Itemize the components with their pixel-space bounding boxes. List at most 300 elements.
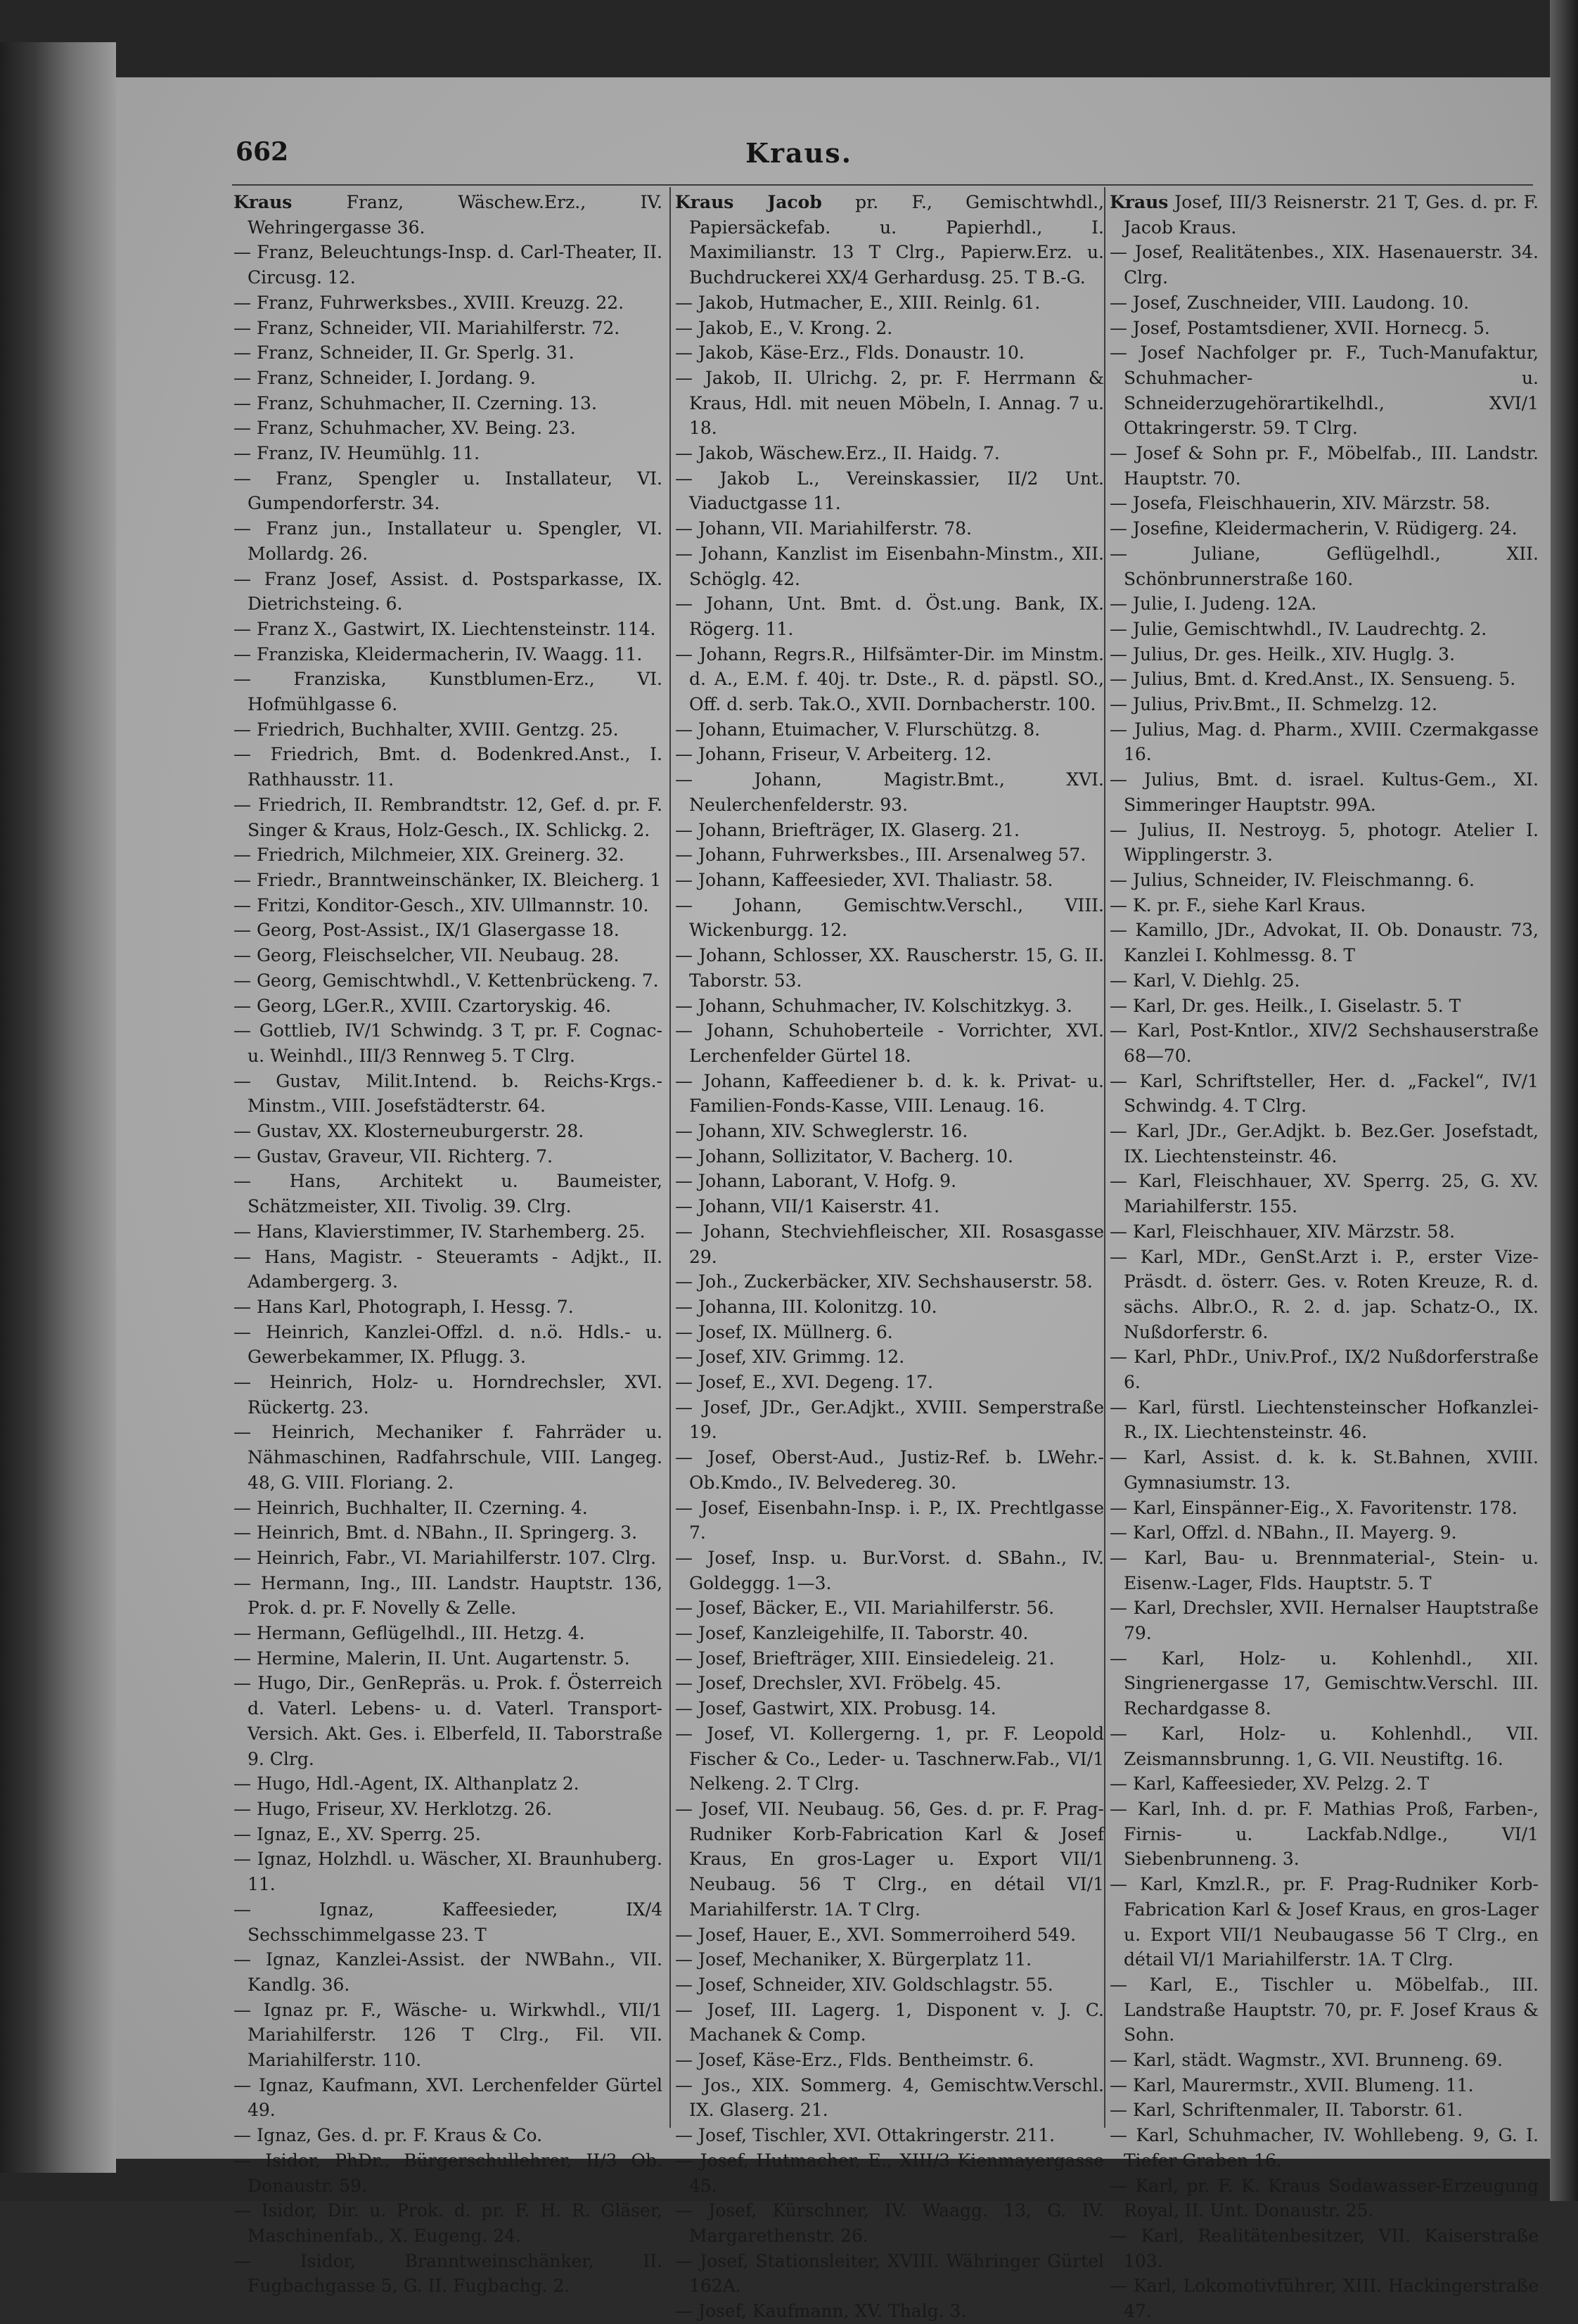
directory-entry <box>233 2073 662 2123</box>
entry-text: — Karl, Assist. d. k. k. St.Bahnen, XVIII. Gymnasiumstr. 13. <box>1110 1447 1539 1493</box>
entry-text: — Johann, Kaffeesieder, XVI. Thaliastr. 58. <box>675 869 1053 890</box>
entry-text: — Karl, PhDr., Univ.Prof., IX/2 Nußdorferstraße 6. <box>1110 1347 1539 1393</box>
entry-text: — Josef, Realitätenbes., XIX. Hasenauerstr. 34. Clrg. <box>1110 242 1539 288</box>
entry-text: — Johann, Schuhoberteile - Vorrichter, XVI. Lerchenfelder Gürtel 18. <box>675 1020 1104 1066</box>
directory-entry <box>233 290 662 316</box>
directory-entry <box>1110 1169 1539 1219</box>
entry-text: — Karl, E., Tischler u. Möbelfab., III. Landstraße Hauptstr. 70, pr. F. Josef Kraus & Sohn. <box>1110 1974 1539 2046</box>
entry-text: — Ignaz, E., XV. Sperrg. 25. <box>233 1823 481 1844</box>
entry-text: — Franz, Schuhmacher, XV. Being. 23. <box>233 418 576 439</box>
entry-text: — Johann, Briefträger, IX. Glaserg. 21. <box>675 819 1020 840</box>
directory-entry <box>1110 1069 1539 1119</box>
entry-text: — Josefine, Kleidermacherin, V. Rüdigerg. 24. <box>1110 518 1518 539</box>
entry-text: — Julie, I. Judeng. 12A. <box>1110 593 1317 615</box>
directory-entry <box>233 1897 662 1947</box>
directory-entry <box>233 943 662 968</box>
entry-text: — Franz Josef, Assist. d. Postsparkasse, IX. Dietrichsteing. 6. <box>233 568 662 615</box>
directory-entry <box>675 190 1104 290</box>
entry-text: — Julius, II. Nestroyg. 5, photogr. Atelier I. Wipplingerstr. 3. <box>1110 819 1539 866</box>
entry-text: — Julius, Bmt. d. israel. Kultus-Gem., XI. Simmeringer Hauptstr. 99A. <box>1110 769 1539 815</box>
directory-entry <box>1110 2273 1539 2323</box>
entry-text: — Franz, Schneider, I. Jordang. 9. <box>233 367 536 388</box>
column-divider <box>669 187 671 2128</box>
entry-text: — Isidor, Branntweinschänker, II. Fugbachgasse 5, G. II. Fugbachg. 2. <box>233 2250 662 2297</box>
entry-text: — Johann, VII/1 Kaiserstr. 41. <box>675 1196 940 1217</box>
entry-text: — Josef, Schneider, XIV. Goldschlagstr. 55. <box>675 1974 1053 1995</box>
directory-entry <box>233 717 662 743</box>
entry-text: — Karl, Kmzl.R., pr. F. Prag-Rudniker Korb-Fabrication Karl & Josef Kraus, en gros-Lager u. Export VII/1 Neubaugasse 56 T Clrg., en détail VI/1 Mariahilferstr. 1A. T Clrg. <box>1110 1874 1539 1970</box>
entry-text: — Georg, LGer.R., XVIII. Czartoryskig. 46. <box>233 995 612 1016</box>
entry-text: — Hans, Architekt u. Baumeister, Schätzmeister, XII. Tivolig. 39. Clrg. <box>233 1171 662 1217</box>
directory-entry <box>675 366 1104 441</box>
entry-text: — Karl, Lokomotivführer, XIII. Hackingerstraße 47. <box>1110 2275 1539 2322</box>
directory-entry <box>675 2148 1104 2198</box>
entry-text: — Karl, MDr., GenSt.Arzt i. P., erster Vize-Präsdt. d. österr. Ges. v. Roten Kreuze, R. d. sächs. Albr.O., R. 2. d. jap. Schatz-O., IX. Nußdorferstr. 6. <box>1110 1246 1539 1342</box>
directory-entry <box>1110 1972 1539 2048</box>
entry-text: — Ignaz, Kanzlei-Assist. der NWBahn., VII. Kandlg. 36. <box>233 1949 662 1995</box>
directory-entry <box>675 767 1104 817</box>
entry-text: — Heinrich, Bmt. d. NBahn., II. Springerg. 3. <box>233 1522 638 1543</box>
directory-entry <box>233 642 662 667</box>
directory-entry <box>675 642 1104 717</box>
entry-text: — Gustav, Milit.Intend. b. Reichs-Krgs.-Minstm., VIII. Josefstädterstr. 64. <box>233 1070 662 1117</box>
entry-text: — Hermine, Malerin, II. Unt. Augartenstr. 5. <box>233 1648 630 1669</box>
entry-text: — Julius, Schneider, IV. Fleischmanng. 6. <box>1110 869 1475 890</box>
entry-text: — Franz, IV. Heumühlg. 11. <box>233 443 480 464</box>
entry-text: — Karl, Einspänner-Eig., X. Favoritenstr. 178. <box>1110 1497 1518 1518</box>
entry-text: — Julius, Mag. d. Pharm., XVIII. Czermakgasse 16. <box>1110 719 1539 765</box>
entry-text: — Juliane, Geflügelhdl., XII. Schönbrunnerstraße 160. <box>1110 543 1539 589</box>
directory-entry <box>1110 1596 1539 1645</box>
directory-entry <box>233 516 662 566</box>
directory-entry <box>675 1445 1104 1495</box>
directory-entry <box>233 1420 662 1495</box>
directory-entry <box>1110 1797 1539 1872</box>
directory-entry <box>1110 2048 1539 2073</box>
entry-text: — Franziska, Kleidermacherin, IV. Waagg. 11. <box>233 643 643 665</box>
directory-entry <box>1110 1219 1539 1245</box>
entry-surname: Kraus <box>1110 192 1169 212</box>
entry-text: — Isidor, Dir. u. Prok. d. pr. F. H. R. Gläser, Maschinenfab., X. Eugeng. 24. <box>233 2200 662 2246</box>
directory-entry <box>675 1972 1104 1998</box>
directory-entry <box>675 441 1104 466</box>
entry-text: — Ignaz pr. F., Wäsche- u. Wirkwhdl., VII/1 Mariahilferstr. 126 T Clrg., Fil. VII. Mariahilferstr. 110. <box>233 1999 662 2071</box>
directory-entry <box>233 1621 662 1646</box>
entry-text: — Josef & Sohn pr. F., Möbelfab., III. Landstr. Hauptstr. 70. <box>1110 443 1539 489</box>
directory-entry <box>675 290 1104 316</box>
entry-text: — Franz X., Gastwirt, IX. Liechtensteinstr. 114. <box>233 618 656 639</box>
directory-entry <box>1110 994 1539 1019</box>
directory-entry <box>1110 1119 1539 1169</box>
directory-entry <box>1110 1344 1539 1394</box>
directory-entry <box>675 842 1104 868</box>
entry-text: — Karl, Schriftenmaler, II. Taborstr. 61. <box>1110 2100 1463 2121</box>
entry-text: — Heinrich, Kanzlei-Offzl. d. n.ö. Hdls.- u. Gewerbekammer, IX. Pflugg. 3. <box>233 1321 662 1368</box>
entry-text: — Jos., XIX. Sommerg. 4, Gemischtw.Verschl. IX. Glaserg. 21. <box>675 2074 1104 2121</box>
directory-entry <box>1110 1496 1539 1521</box>
entry-text: — Johann, Stechviehfleischer, XII. Rosasgasse 29. <box>675 1221 1104 1267</box>
entry-text: — Johann, Kanzlist im Eisenbahn-Minstm., XII. Schöglg. 42. <box>675 543 1104 589</box>
entry-text: — Josef, Bäcker, E., VII. Mariahilferstr. 56. <box>675 1598 1055 1619</box>
directory-entry <box>1110 1018 1539 1068</box>
entry-text: — Julius, Bmt. d. Kred.Anst., IX. Sensueng. 5. <box>1110 669 1516 690</box>
entry-text: — Friedrich, Bmt. d. Bodenkred.Anst., I. Rathhausstr. 11. <box>233 744 662 790</box>
directory-entry <box>233 893 662 918</box>
directory-entry <box>675 1219 1104 1269</box>
directory-entry <box>1110 591 1539 617</box>
entry-text: — Johann, Etuimacher, V. Flurschützg. 8. <box>675 719 1041 740</box>
entry-text: — Kamillo, JDr., Advokat, II. Ob. Donaustr. 73, Kanzlei I. Kohlmessg. 8. T <box>1110 920 1539 966</box>
directory-entry <box>233 190 662 240</box>
entry-text: — Karl, JDr., Ger.Adjkt. b. Bez.Ger. Josefstadt, IX. Liechtensteinstr. 46. <box>1110 1121 1539 1167</box>
entry-text: — Josef, Hauer, E., XVI. Sommerroiherd 549. <box>675 1924 1077 1945</box>
entry-text: — Karl, Schriftsteller, Her. d. „Fackel“, IV/1 Schwindg. 4. T Clrg. <box>1110 1070 1539 1117</box>
directory-entry <box>675 1144 1104 1169</box>
entry-text: — Jakob L., Vereinskassier, II/2 Unt. Viaductgasse 11. <box>675 468 1104 514</box>
directory-entry <box>233 441 662 466</box>
directory-entry <box>675 2048 1104 2073</box>
entry-text: — Franz, Spengler u. Installateur, VI. Gumpendorferstr. 34. <box>233 468 662 514</box>
directory-entry <box>675 1295 1104 1320</box>
directory-entry <box>233 1947 662 1997</box>
directory-entry <box>1110 2073 1539 2098</box>
directory-entry <box>1110 290 1539 316</box>
entry-text: — Josef, Zuschneider, VIII. Laudong. 10. <box>1110 292 1470 313</box>
directory-entry <box>675 893 1104 943</box>
directory-entry <box>1110 868 1539 893</box>
entry-text: — Karl, Dr. ges. Heilk., I. Giselastr. 5. T <box>1110 995 1461 1016</box>
entry-text: — Hermann, Geflügelhdl., III. Hetzg. 4. <box>233 1623 585 1644</box>
directory-entry <box>233 1295 662 1320</box>
directory-entry <box>1110 1872 1539 1972</box>
directory-entry <box>675 2123 1104 2148</box>
entry-text: — Johann, Gemischtw.Verschl., VIII. Wickenburgg. 12. <box>675 894 1104 941</box>
entry-text: — Franz, Schneider, II. Gr. Sperlg. 31. <box>233 342 575 364</box>
entry-text: — Friedr., Branntweinschänker, IX. Bleicherg. 1 <box>233 869 662 890</box>
entry-text: — Jakob, E., V. Krong. 2. <box>675 317 893 338</box>
entry-text: — Gustav, XX. Klosterneuburgerstr. 28. <box>233 1121 584 1142</box>
directory-entry <box>233 1119 662 1144</box>
entry-text: — Josef, Briefträger, XIII. Einsiedeleig. 21. <box>675 1648 1055 1669</box>
entry-surname: Kraus Jacob <box>675 192 822 212</box>
directory-entry <box>233 1144 662 1169</box>
entry-text: — Johanna, III. Kolonitzg. 10. <box>675 1296 937 1317</box>
entry-text: — Johann, Schlosser, XX. Rauscherstr. 15, G. II. Taborstr. 53. <box>675 945 1104 991</box>
entry-text: — Josef, Oberst-Aud., Justiz-Ref. b. LWehr.-Ob.Kmdo., IV. Belvedereg. 30. <box>675 1447 1104 1493</box>
entry-text: — Josef, VI. Kollergerng. 1, pr. F. Leopold Fischer & Co., Leder- u. Taschnerw.Fab., VI/1 Nelkeng. 2. T Clrg. <box>675 1723 1104 1795</box>
directory-entry <box>675 742 1104 767</box>
directory-entry <box>675 1320 1104 1345</box>
running-head: Kraus. <box>745 137 852 169</box>
entry-text: — Karl, Fleischhauer, XV. Sperrg. 25, G. XV. Mariahilferstr. 155. <box>1110 1171 1539 1217</box>
entry-text: — Hans, Klavierstimmer, IV. Starhemberg. 25. <box>233 1221 646 1242</box>
entry-text: — Heinrich, Fabr., VI. Mariahilferstr. 107. Clrg. <box>233 1547 657 1568</box>
directory-entry <box>233 1998 662 2073</box>
entry-text: — Georg, Post-Assist., IX/1 Glasergasse 18. <box>233 920 620 941</box>
entry-text: — Josef, Hutmacher, E., XIII/3 Kienmayergasse 45. <box>675 2150 1104 2196</box>
directory-entry <box>233 792 662 842</box>
directory-entry <box>675 1621 1104 1646</box>
header-rule <box>232 184 1533 186</box>
book-page-edges <box>0 42 116 2173</box>
directory-entry <box>675 1596 1104 1621</box>
entry-text: — Josef, XIV. Grimmg. 12. <box>675 1347 905 1368</box>
directory-entry <box>675 1998 1104 2048</box>
directory-entry <box>675 466 1104 516</box>
entry-text: — Johann, Friseur, V. Arbeiterg. 12. <box>675 744 992 765</box>
directory-entry <box>1110 717 1539 767</box>
directory-entry <box>675 340 1104 366</box>
entry-text: — Franz, Fuhrwerksbes., XVIII. Kreuzg. 22. <box>233 292 624 313</box>
entry-text: — Franz, Schuhmacher, II. Czerning. 13. <box>233 392 597 413</box>
entry-text: — Josef, Gastwirt, XIX. Probusg. 14. <box>675 1698 996 1719</box>
directory-entry <box>233 366 662 391</box>
entry-text: Josef, III/3 Reisnerstr. 21 T, Ges. d. pr. F. Jacob Kraus. <box>1124 192 1539 238</box>
directory-entry <box>233 1496 662 1521</box>
entry-text: — Karl, Inh. d. pr. F. Mathias Proß, Farben-, Firnis- u. Lackfab.Ndlge., VI/1 Siebenbrunneng. 3. <box>1110 1799 1539 1870</box>
directory-entry <box>1110 918 1539 968</box>
directory-entry <box>233 1822 662 1847</box>
entry-text: — Karl, pr. F. K. Kraus Sodawasser-Erzeugung Royal, II. Unt. Donaustr. 25. <box>1110 2175 1539 2221</box>
directory-entry <box>1110 767 1539 817</box>
entry-text: — Karl, Fleischhauer, XIV. Märzstr. 58. <box>1110 1221 1456 1242</box>
entry-text: — Karl, Schuhmacher, IV. Wohllebeng. 9, G. I. Tiefer Graben 16. <box>1110 2125 1539 2171</box>
entry-text: — K. pr. F., siehe Karl Kraus. <box>1110 894 1366 916</box>
entry-text: — Julius, Dr. ges. Heilk., XIV. Huglg. 3. <box>1110 643 1456 665</box>
entry-text: — Franz jun., Installateur u. Spengler, VI. Mollardg. 26. <box>233 518 662 564</box>
directory-entry <box>675 1696 1104 1721</box>
entry-text: — Josef, E., XVI. Degeng. 17. <box>675 1372 934 1393</box>
directory-entry <box>233 918 662 943</box>
entry-text: — Johann, Schuhmacher, IV. Kolschitzkyg. 3. <box>675 995 1072 1016</box>
directory-entry <box>233 1219 662 1245</box>
directory-entry <box>675 1269 1104 1295</box>
entry-text: — Joh., Zuckerbäcker, XIV. Sechshauserstr. 58. <box>675 1271 1093 1292</box>
directory-column-1 <box>233 190 662 2297</box>
column-divider <box>1104 187 1105 2128</box>
directory-entry <box>233 968 662 994</box>
entry-text: — Johann, Fuhrwerksbes., III. Arsenalweg 57. <box>675 845 1086 866</box>
directory-entry <box>1110 1520 1539 1546</box>
entry-text: — Georg, Fleischselcher, VII. Neubaug. 28. <box>233 945 620 966</box>
entry-text: — Josef, JDr., Ger.Adjkt., XVIII. Semperstraße 19. <box>675 1397 1104 1443</box>
directory-entry <box>233 1797 662 1822</box>
entry-text: pr. F., Gemischtwhdl., Papiersäckefab. u. Papierhdl., I. Maximilianstr. 13 T Clrg., Papierw.Erz. u. Buchdruckerei XX/4 Gerhardusg. 25. T B.-G. <box>689 192 1104 288</box>
directory-entry <box>233 1520 662 1546</box>
entry-text: — Franz, Beleuchtungs-Insp. d. Carl-Theater, II. Circusg. 12. <box>233 242 662 288</box>
directory-entry <box>675 2299 1104 2324</box>
directory-entry <box>1110 968 1539 994</box>
directory-entry <box>233 1671 662 1771</box>
directory-entry <box>233 868 662 893</box>
directory-entry <box>233 391 662 416</box>
entry-text: — Johann, Kaffeediener b. d. k. k. Privat- u. Familien-Fonds-Kasse, VIII. Lenaug. 16. <box>675 1070 1104 1117</box>
directory-entry <box>675 1671 1104 1696</box>
directory-entry <box>675 1370 1104 1395</box>
directory-entry <box>675 1646 1104 1671</box>
entry-text: — Jakob, II. Ulrichg. 2, pr. F. Herrmann & Kraus, Hdl. mit neuen Möbeln, I. Annag. 7 u. 18. <box>675 367 1104 439</box>
directory-entry <box>1110 893 1539 918</box>
entry-text: — Karl, städt. Wagmstr., XVI. Brunneng. 69. <box>1110 2050 1503 2071</box>
directory-entry <box>233 466 662 516</box>
entry-text: — Franziska, Kunstblumen-Erz., VI. Hofmühlgasse 6. <box>233 669 662 715</box>
entry-text: — Josef, Kanzleigehilfe, II. Taborstr. 40. <box>675 1623 1029 1644</box>
entry-text: — Ignaz, Kaffeesieder, IX/4 Sechsschimmelgasse 23. T <box>233 1899 662 1945</box>
entry-text: — Friedrich, Buchhalter, XVIII. Gentzg. 25. <box>233 719 619 740</box>
entry-text: — Karl, Realitätenbesitzer, VII. Kaiserstraße 103. <box>1110 2225 1539 2271</box>
entry-text: — Johann, Unt. Bmt. d. Öst.ung. Bank, IX. Rögerg. 11. <box>675 593 1104 639</box>
directory-entry <box>233 1847 662 1896</box>
entry-text: — Karl, Holz- u. Kohlenhdl., XII. Singrienergasse 17, Gemischtw.Verschl. III. Rechardgasse 8. <box>1110 1648 1539 1719</box>
directory-entry <box>1110 2123 1539 2173</box>
entry-text: — Isidor, PhDr., Bürgerschullehrer, II/3 Ob. Donaustr. 59. <box>233 2150 662 2196</box>
directory-column-3 <box>1110 190 1539 2322</box>
directory-entry <box>675 1797 1104 1922</box>
entry-text: — Johann, XIV. Schweglerstr. 16. <box>675 1121 968 1142</box>
directory-entry <box>233 994 662 1019</box>
directory-entry <box>675 2249 1104 2299</box>
directory-entry <box>1110 1721 1539 1771</box>
entry-text: — Hugo, Hdl.-Agent, IX. Althanplatz 2. <box>233 1773 579 1795</box>
entry-text: — Josef, Mechaniker, X. Bürgerplatz 11. <box>675 1949 1032 1970</box>
directory-entry <box>233 1169 662 1219</box>
directory-entry <box>675 994 1104 1019</box>
directory-entry <box>1110 1546 1539 1596</box>
book-spine-shadow <box>1550 0 1578 2201</box>
entry-text: — Josef, Insp. u. Bur.Vorst. d. SBahn., IV. Goldeggg. 1—3. <box>675 1547 1104 1593</box>
directory-entry <box>233 2123 662 2148</box>
directory-entry <box>1110 2174 1539 2223</box>
directory-entry <box>233 617 662 642</box>
entry-text: — Karl, Holz- u. Kohlenhdl., VII. Zeismannsbrunng. 1, G. VII. Neustiftg. 16. <box>1110 1723 1539 1769</box>
directory-entry <box>1110 516 1539 541</box>
entry-text: — Gustav, Graveur, VII. Richterg. 7. <box>233 1145 553 1167</box>
directory-entry <box>233 416 662 441</box>
directory-entry <box>233 316 662 341</box>
entry-text: — Johann, Magistr.Bmt., XVI. Neulerchenfelderstr. 93. <box>675 769 1104 815</box>
directory-entry <box>675 1018 1104 1068</box>
directory-entry <box>675 591 1104 641</box>
entry-text: — Karl, V. Diehlg. 25. <box>1110 970 1300 991</box>
directory-entry <box>675 1546 1104 1596</box>
entry-text: — Friedrich, II. Rembrandtstr. 12, Gef. d. pr. F. Singer & Kraus, Holz-Gesch., IX. Schlickg. 2. <box>233 794 662 840</box>
entry-text: — Ignaz, Kaufmann, XVI. Lerchenfelder Gürtel 49. <box>233 2074 662 2121</box>
directory-entry <box>233 1320 662 1370</box>
entry-text: — Heinrich, Buchhalter, II. Czerning. 4. <box>233 1497 588 1518</box>
directory-entry <box>675 717 1104 743</box>
directory-entry <box>233 2198 662 2248</box>
entry-text: — Johann, Regrs.R., Hilfsämter-Dir. im Minstm. d. A., E.M. f. 40j. tr. Dste., R. d. päpstl. SO., Off. d. serb. Tak.O., XVII. Dornbacherstr. 100. <box>675 643 1104 715</box>
directory-entry <box>233 2249 662 2299</box>
directory-entry <box>233 1245 662 1295</box>
directory-entry <box>233 1069 662 1119</box>
entry-text: — Josefa, Fleischhauerin, XIV. Märzstr. 58. <box>1110 493 1491 514</box>
entry-text: — Franz, Schneider, VII. Mariahilferstr. 72. <box>233 317 620 338</box>
entry-text: — Friedrich, Milchmeier, XIX. Greinerg. 32. <box>233 845 624 866</box>
entry-text: — Gottlieb, IV/1 Schwindg. 3 T, pr. F. Cognac- u. Weinhdl., III/3 Rennweg 5. T Clrg. <box>233 1020 662 1066</box>
entry-text: — Jakob, Käse-Erz., Flds. Donaustr. 10. <box>675 342 1025 364</box>
entry-text: — Karl, Bau- u. Brennmaterial-, Stein- u. Eisenw.-Lager, Flds. Hauptstr. 5. T <box>1110 1547 1539 1593</box>
directory-entry <box>675 1395 1104 1445</box>
directory-entry <box>1110 491 1539 516</box>
directory-entry <box>233 742 662 792</box>
directory-entry <box>675 2073 1104 2123</box>
entry-text: — Fritzi, Konditor-Gesch., XIV. Ullmannstr. 10. <box>233 894 649 916</box>
entry-text: — Karl, Drechsler, XVII. Hernalser Hauptstraße 79. <box>1110 1598 1539 1644</box>
directory-entry <box>233 667 662 717</box>
entry-text: — Josef, Käse-Erz., Flds. Bentheimstr. 6. <box>675 2050 1034 2071</box>
directory-entry <box>233 567 662 617</box>
entry-text: — Karl, Maurermstr., XVII. Blumeng. 11. <box>1110 2074 1474 2095</box>
directory-entry <box>233 2148 662 2198</box>
entry-text: — Jakob, Hutmacher, E., XIII. Reinlg. 61. <box>675 292 1041 313</box>
entry-text: — Johann, Sollizitator, V. Bacherg. 10. <box>675 1145 1013 1167</box>
entry-text: — Hugo, Friseur, XV. Herklotzg. 26. <box>233 1799 552 1819</box>
directory-entry <box>1110 642 1539 667</box>
entry-text: Franz, Wäschew.Erz., IV. Wehringergasse 36. <box>248 192 662 238</box>
entry-text: — Johann, VII. Mariahilferstr. 78. <box>675 518 972 539</box>
entry-text: — Heinrich, Holz- u. Horndrechsler, XVI. Rückertg. 23. <box>233 1372 662 1418</box>
directory-entry <box>675 1947 1104 1972</box>
directory-entry <box>675 516 1104 541</box>
entry-text: — Karl, Offzl. d. NBahn., II. Mayerg. 9. <box>1110 1522 1457 1543</box>
directory-entry <box>1110 240 1539 290</box>
entry-text: — Josef Nachfolger pr. F., Tuch-Manufaktur, Schuhmacher- u. Schneiderzugehörartikelhdl., XVI/1 Ottakringerstr. 59. T Clrg. <box>1110 342 1539 439</box>
directory-entry <box>675 818 1104 843</box>
directory-entry <box>675 541 1104 591</box>
directory-entry <box>233 1646 662 1671</box>
directory-entry <box>1110 541 1539 591</box>
entry-text: — Jakob, Wäschew.Erz., II. Haidg. 7. <box>675 443 1000 464</box>
directory-entry <box>1110 2223 1539 2273</box>
entry-text: — Josef, III. Lagerg. 1, Disponent v. J. C. Machanek & Comp. <box>675 1999 1104 2046</box>
entry-surname: Kraus <box>233 192 293 212</box>
directory-entry <box>1110 441 1539 491</box>
directory-entry <box>233 1771 662 1797</box>
directory-entry <box>233 842 662 868</box>
entry-text: — Josef, Postamtsdiener, XVII. Hornecg. 5. <box>1110 317 1490 338</box>
entry-text: — Karl, fürstl. Liechtensteinscher Hofkanzlei-R., IX. Liechtensteinstr. 46. <box>1110 1397 1539 1443</box>
entry-text: — Josef, IX. Müllnerg. 6. <box>675 1321 893 1342</box>
entry-text: — Josef, Kaufmann, XV. Thalg. 3. <box>675 2301 967 2322</box>
directory-entry <box>1110 1395 1539 1445</box>
directory-entry <box>1110 1646 1539 1721</box>
directory-entry <box>1110 692 1539 717</box>
entry-text: — Josef, Kürschner, IV. Waagg. 13, G. IV. Margarethenstr. 26. <box>675 2200 1104 2246</box>
entry-text: — Ignaz, Ges. d. pr. F. Kraus & Co. <box>233 2125 543 2146</box>
directory-entry <box>675 1069 1104 1119</box>
directory-entry <box>233 1018 662 1068</box>
directory-entry <box>1110 1771 1539 1797</box>
entry-text: — Hans Karl, Photograph, I. Hessg. 7. <box>233 1296 574 1317</box>
directory-entry <box>1110 190 1539 240</box>
entry-text: — Hans, Magistr. - Steueramts - Adjkt., II. Adambergerg. 3. <box>233 1246 662 1292</box>
directory-entry <box>675 1169 1104 1194</box>
directory-entry <box>1110 2098 1539 2123</box>
directory-entry <box>233 1571 662 1621</box>
entry-text: — Julius, Priv.Bmt., II. Schmelzg. 12. <box>1110 694 1437 715</box>
entry-text: — Karl, Kaffeesieder, XV. Pelzg. 2. T <box>1110 1773 1430 1795</box>
page-number: 662 <box>236 137 289 167</box>
directory-entry <box>675 1721 1104 1797</box>
directory-entry <box>675 943 1104 993</box>
directory-entry <box>233 240 662 290</box>
directory-entry <box>1110 1245 1539 1345</box>
entry-text: — Heinrich, Mechaniker f. Fahrräder u. Nähmaschinen, Radfahrschule, VIII. Langeg. 48, G. VIII. Floriang. 2. <box>233 1422 662 1493</box>
directory-entry <box>233 1370 662 1420</box>
directory-entry <box>675 1194 1104 1219</box>
entry-text: — Hermann, Ing., III. Landstr. Hauptstr. 136, Prok. d. pr. F. Novelly & Zelle. <box>233 1572 662 1619</box>
